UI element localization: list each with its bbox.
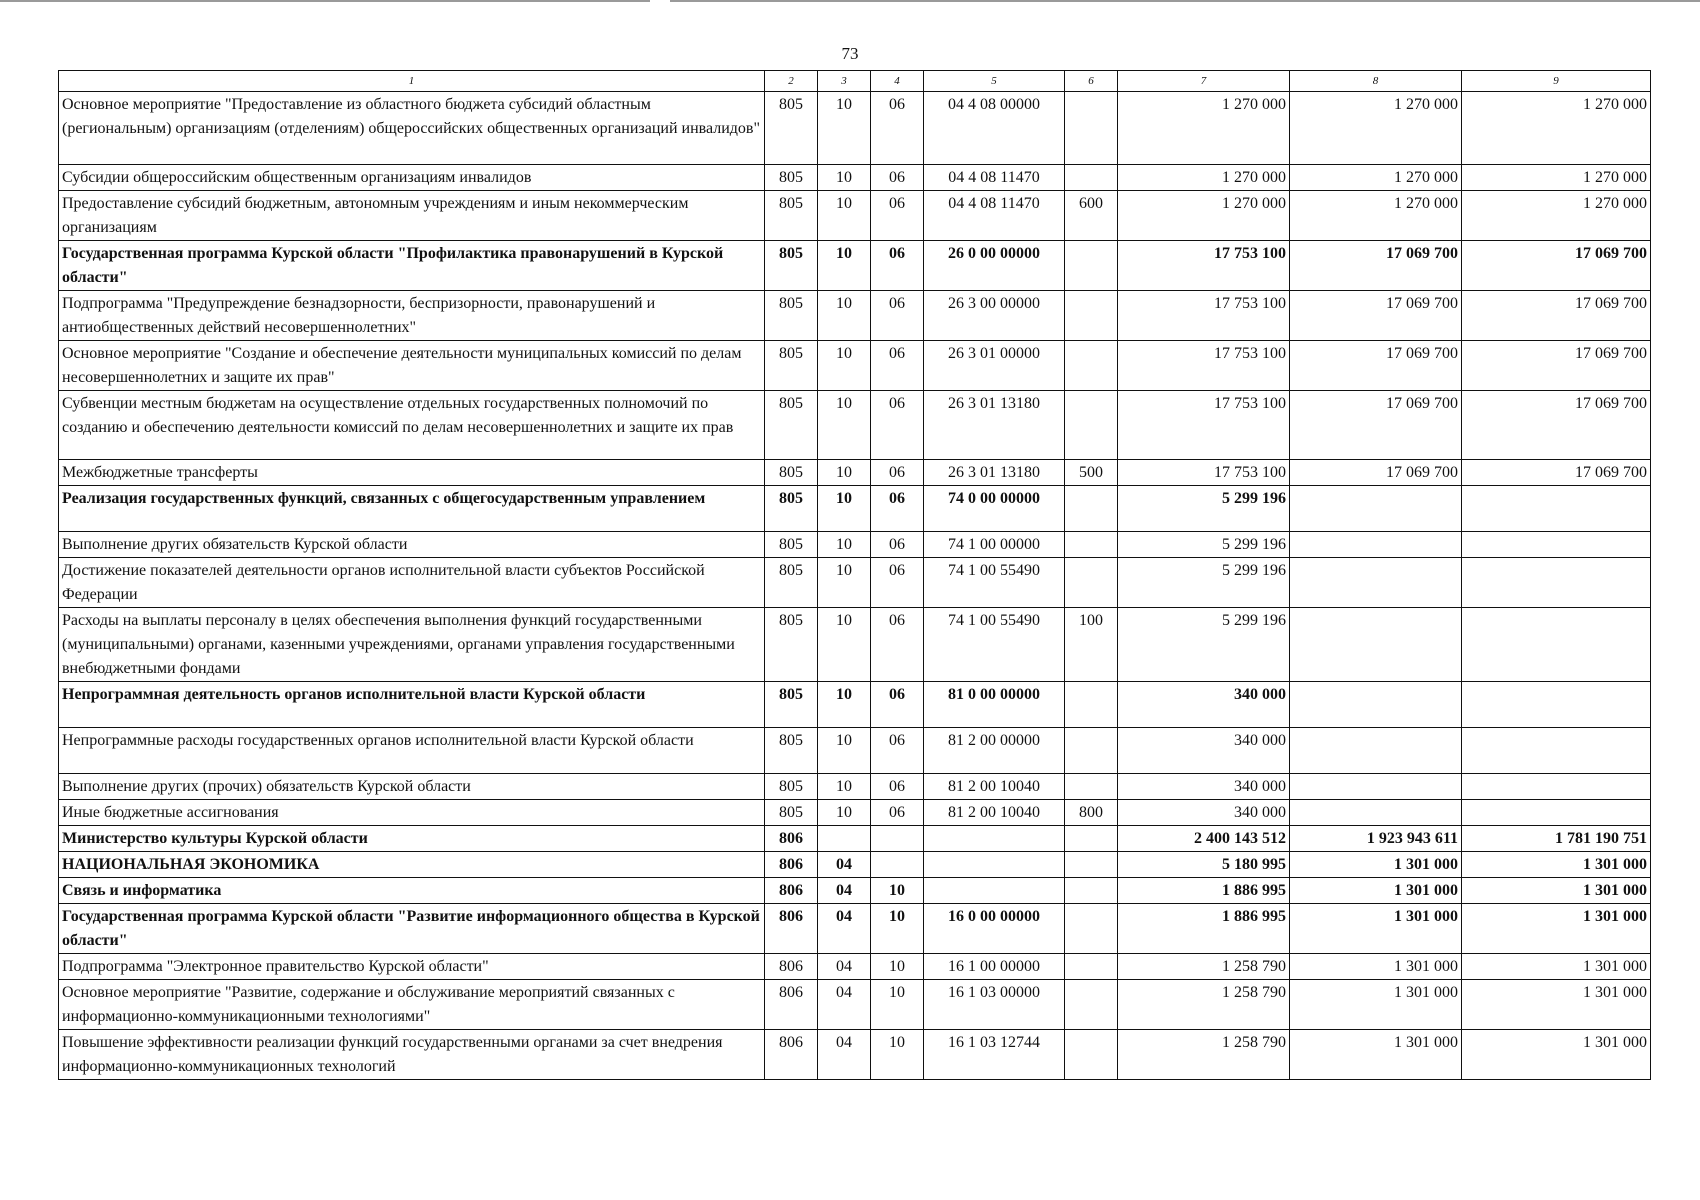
cell-ministry: 805 — [765, 486, 818, 532]
cell-subsection: 06 — [871, 291, 924, 341]
cell-section: 10 — [818, 391, 871, 460]
cell-amount-3 — [1462, 532, 1651, 558]
cell-expense-type — [1065, 774, 1118, 800]
cell-amount-3 — [1462, 800, 1651, 826]
cell-subsection: 06 — [871, 341, 924, 391]
col-header-9: 9 — [1462, 71, 1651, 92]
cell-ministry: 805 — [765, 682, 818, 728]
table-row — [59, 341, 1651, 391]
cell-ministry: 806 — [765, 826, 818, 852]
cell-expense-type — [1065, 728, 1118, 774]
cell-section: 10 — [818, 191, 871, 241]
cell-amount-3 — [1462, 728, 1651, 774]
table-row — [59, 291, 1651, 341]
col-header-7: 7 — [1118, 71, 1290, 92]
cell-target-article: 16 1 00 00000 — [924, 954, 1065, 980]
cell-amount-3 — [1462, 558, 1651, 608]
cell-amount-3 — [1462, 486, 1651, 532]
cell-amount-1: 340 000 — [1118, 682, 1290, 728]
cell-expense-type — [1065, 291, 1118, 341]
cell-amount-2: 17 069 700 — [1290, 291, 1462, 341]
cell-amount-1: 1 270 000 — [1118, 191, 1290, 241]
cell-subsection: 06 — [871, 391, 924, 460]
cell-amount-1: 5 299 196 — [1118, 608, 1290, 682]
cell-amount-1: 340 000 — [1118, 800, 1290, 826]
cell-amount-2: 1 301 000 — [1290, 878, 1462, 904]
cell-amount-1: 5 180 995 — [1118, 852, 1290, 878]
cell-expense-type — [1065, 558, 1118, 608]
cell-amount-1: 1 258 790 — [1118, 1030, 1290, 1080]
cell-amount-3: 1 301 000 — [1462, 904, 1651, 954]
cell-name: Выполнение других обязательств Курской области — [59, 532, 765, 558]
cell-name: Министерство культуры Курской области — [59, 826, 765, 852]
table-row — [59, 486, 1651, 532]
col-header-5: 5 — [924, 71, 1065, 92]
cell-subsection: 06 — [871, 682, 924, 728]
table-row — [59, 878, 1651, 904]
cell-section: 10 — [818, 341, 871, 391]
cell-name: Непрограммные расходы государственных органов исполнительной власти Курской области — [59, 728, 765, 774]
cell-amount-1: 1 886 995 — [1118, 878, 1290, 904]
cell-name: Межбюджетные трансферты — [59, 460, 765, 486]
table-row — [59, 800, 1651, 826]
cell-target-article: 81 0 00 00000 — [924, 682, 1065, 728]
cell-subsection: 06 — [871, 486, 924, 532]
cell-section: 10 — [818, 774, 871, 800]
table-row — [59, 391, 1651, 460]
cell-target-article: 04 4 08 11470 — [924, 191, 1065, 241]
cell-amount-2: 1 301 000 — [1290, 852, 1462, 878]
table-row — [59, 165, 1651, 191]
cell-amount-2: 17 069 700 — [1290, 460, 1462, 486]
cell-target-article: 81 2 00 10040 — [924, 774, 1065, 800]
cell-section: 10 — [818, 728, 871, 774]
cell-subsection — [871, 826, 924, 852]
cell-ministry: 806 — [765, 852, 818, 878]
table-row — [59, 460, 1651, 486]
cell-target-article: 81 2 00 10040 — [924, 800, 1065, 826]
cell-amount-1: 5 299 196 — [1118, 532, 1290, 558]
cell-amount-3: 17 069 700 — [1462, 391, 1651, 460]
table-row — [59, 728, 1651, 774]
col-header-4: 4 — [871, 71, 924, 92]
cell-amount-2 — [1290, 608, 1462, 682]
cell-amount-2 — [1290, 800, 1462, 826]
cell-expense-type — [1065, 241, 1118, 291]
cell-amount-1: 340 000 — [1118, 774, 1290, 800]
table-row — [59, 608, 1651, 682]
cell-ministry: 806 — [765, 878, 818, 904]
table-body — [59, 92, 1651, 1080]
cell-amount-3: 1 301 000 — [1462, 954, 1651, 980]
cell-amount-1: 340 000 — [1118, 728, 1290, 774]
cell-target-article: 04 4 08 11470 — [924, 165, 1065, 191]
table-row — [59, 92, 1651, 165]
cell-expense-type — [1065, 852, 1118, 878]
cell-ministry: 805 — [765, 241, 818, 291]
cell-name: Повышение эффективности реализации функций государственными органами за счет внедрения информационно-коммуникационных технологий — [59, 1030, 765, 1080]
table-row — [59, 532, 1651, 558]
cell-amount-2: 1 301 000 — [1290, 980, 1462, 1030]
cell-ministry: 805 — [765, 165, 818, 191]
cell-amount-2 — [1290, 728, 1462, 774]
cell-amount-1: 17 753 100 — [1118, 460, 1290, 486]
cell-name: Реализация государственных функций, связанных с общегосударственным управлением — [59, 486, 765, 532]
cell-amount-1: 17 753 100 — [1118, 291, 1290, 341]
page-number: 73 — [841, 44, 859, 63]
cell-ministry: 806 — [765, 954, 818, 980]
cell-name: Субсидии общероссийским общественным организациям инвалидов — [59, 165, 765, 191]
cell-ministry: 805 — [765, 774, 818, 800]
cell-name: Государственная программа Курской области "Развитие информационного общества в Курской области" — [59, 904, 765, 954]
cell-section: 10 — [818, 92, 871, 165]
cell-name: Расходы на выплаты персоналу в целях обеспечения выполнения функций государственными (муниципальными) органами, казенными учреждениями, органами управления государственными внебюджетными фондами — [59, 608, 765, 682]
cell-expense-type — [1065, 92, 1118, 165]
cell-section: 10 — [818, 291, 871, 341]
cell-amount-2 — [1290, 682, 1462, 728]
cell-section: 04 — [818, 878, 871, 904]
cell-name: Подпрограмма "Электронное правительство Курской области" — [59, 954, 765, 980]
cell-name: Достижение показателей деятельности органов исполнительной власти субъектов Российской Федерации — [59, 558, 765, 608]
cell-expense-type — [1065, 1030, 1118, 1080]
cell-amount-3: 17 069 700 — [1462, 460, 1651, 486]
cell-expense-type — [1065, 980, 1118, 1030]
cell-expense-type: 800 — [1065, 800, 1118, 826]
col-header-8: 8 — [1290, 71, 1462, 92]
cell-amount-1: 5 299 196 — [1118, 558, 1290, 608]
cell-amount-3 — [1462, 682, 1651, 728]
cell-section: 10 — [818, 800, 871, 826]
header-row — [59, 71, 1651, 92]
cell-amount-2: 1 301 000 — [1290, 904, 1462, 954]
cell-subsection: 10 — [871, 878, 924, 904]
cell-name: Государственная программа Курской области "Профилактика правонарушений в Курской области" — [59, 241, 765, 291]
cell-amount-2 — [1290, 774, 1462, 800]
cell-amount-1: 17 753 100 — [1118, 241, 1290, 291]
cell-expense-type — [1065, 904, 1118, 954]
cell-amount-3 — [1462, 608, 1651, 682]
cell-section: 10 — [818, 558, 871, 608]
table-row — [59, 1030, 1651, 1080]
cell-amount-2: 1 923 943 611 — [1290, 826, 1462, 852]
cell-ministry: 805 — [765, 341, 818, 391]
table-row — [59, 852, 1651, 878]
cell-amount-3: 1 270 000 — [1462, 191, 1651, 241]
cell-amount-2: 1 301 000 — [1290, 1030, 1462, 1080]
cell-amount-2: 1 301 000 — [1290, 954, 1462, 980]
cell-section: 04 — [818, 980, 871, 1030]
cell-target-article: 04 4 08 00000 — [924, 92, 1065, 165]
cell-section — [818, 826, 871, 852]
cell-section: 10 — [818, 165, 871, 191]
cell-section: 10 — [818, 460, 871, 486]
cell-amount-1: 1 258 790 — [1118, 980, 1290, 1030]
scan-edge-right — [670, 0, 1700, 2]
table-row — [59, 191, 1651, 241]
cell-amount-2 — [1290, 486, 1462, 532]
cell-amount-3: 1 270 000 — [1462, 92, 1651, 165]
cell-expense-type — [1065, 878, 1118, 904]
cell-subsection: 06 — [871, 558, 924, 608]
cell-ministry: 805 — [765, 92, 818, 165]
cell-ministry: 805 — [765, 391, 818, 460]
cell-subsection: 06 — [871, 728, 924, 774]
cell-name: Непрограммная деятельность органов исполнительной власти Курской области — [59, 682, 765, 728]
cell-expense-type — [1065, 486, 1118, 532]
cell-amount-2: 1 270 000 — [1290, 92, 1462, 165]
cell-amount-2: 1 270 000 — [1290, 165, 1462, 191]
cell-target-article: 26 3 00 00000 — [924, 291, 1065, 341]
cell-subsection: 06 — [871, 608, 924, 682]
cell-amount-2: 17 069 700 — [1290, 391, 1462, 460]
cell-amount-1: 1 886 995 — [1118, 904, 1290, 954]
scan-edge-left — [0, 0, 650, 2]
budget-table — [58, 70, 1651, 1080]
cell-subsection: 10 — [871, 954, 924, 980]
cell-expense-type — [1065, 391, 1118, 460]
cell-ministry: 805 — [765, 558, 818, 608]
cell-expense-type: 100 — [1065, 608, 1118, 682]
cell-name: НАЦИОНАЛЬНАЯ ЭКОНОМИКА — [59, 852, 765, 878]
table-row — [59, 558, 1651, 608]
cell-subsection: 10 — [871, 904, 924, 954]
table-row — [59, 904, 1651, 954]
cell-name: Связь и информатика — [59, 878, 765, 904]
cell-target-article: 74 1 00 55490 — [924, 608, 1065, 682]
cell-amount-3: 17 069 700 — [1462, 291, 1651, 341]
cell-section: 04 — [818, 904, 871, 954]
cell-amount-3: 1 301 000 — [1462, 878, 1651, 904]
cell-amount-2 — [1290, 558, 1462, 608]
cell-ministry: 805 — [765, 532, 818, 558]
cell-amount-1: 2 400 143 512 — [1118, 826, 1290, 852]
cell-target-article — [924, 852, 1065, 878]
table-row — [59, 774, 1651, 800]
cell-target-article: 74 0 00 00000 — [924, 486, 1065, 532]
cell-amount-3: 17 069 700 — [1462, 241, 1651, 291]
cell-amount-1: 17 753 100 — [1118, 341, 1290, 391]
cell-expense-type: 500 — [1065, 460, 1118, 486]
cell-ministry: 806 — [765, 980, 818, 1030]
cell-section: 10 — [818, 486, 871, 532]
table-row — [59, 980, 1651, 1030]
cell-name: Субвенции местным бюджетам на осуществление отдельных государственных полномочий по созданию и обеспечению деятельности комиссий по делам несовершеннолетних и защите их прав — [59, 391, 765, 460]
cell-expense-type — [1065, 954, 1118, 980]
cell-subsection: 06 — [871, 460, 924, 486]
cell-expense-type — [1065, 826, 1118, 852]
cell-expense-type — [1065, 532, 1118, 558]
cell-name: Основное мероприятие "Развитие, содержание и обслуживание мероприятий связанных с информационно-коммуникационными технологиями" — [59, 980, 765, 1030]
cell-target-article: 26 3 01 13180 — [924, 460, 1065, 486]
cell-ministry: 805 — [765, 191, 818, 241]
cell-amount-3: 1 301 000 — [1462, 980, 1651, 1030]
cell-amount-3 — [1462, 774, 1651, 800]
cell-amount-2: 17 069 700 — [1290, 341, 1462, 391]
cell-section: 10 — [818, 682, 871, 728]
cell-target-article: 16 1 03 12744 — [924, 1030, 1065, 1080]
cell-amount-1: 17 753 100 — [1118, 391, 1290, 460]
cell-target-article: 16 1 03 00000 — [924, 980, 1065, 1030]
cell-ministry: 806 — [765, 904, 818, 954]
cell-target-article: 74 1 00 55490 — [924, 558, 1065, 608]
cell-section: 10 — [818, 241, 871, 291]
cell-target-article: 26 0 00 00000 — [924, 241, 1065, 291]
cell-subsection: 10 — [871, 1030, 924, 1080]
cell-target-article: 26 3 01 00000 — [924, 341, 1065, 391]
cell-ministry: 805 — [765, 460, 818, 486]
cell-subsection: 06 — [871, 92, 924, 165]
cell-target-article — [924, 826, 1065, 852]
table-row — [59, 954, 1651, 980]
cell-amount-3: 17 069 700 — [1462, 341, 1651, 391]
cell-name: Подпрограмма "Предупреждение безнадзорности, беспризорности, правонарушений и антиобщественных действий несовершеннолетних" — [59, 291, 765, 341]
cell-expense-type: 600 — [1065, 191, 1118, 241]
cell-target-article: 74 1 00 00000 — [924, 532, 1065, 558]
cell-subsection: 06 — [871, 774, 924, 800]
cell-name: Основное мероприятие "Предоставление из областного бюджета субсидий областным (региональным) организациям (отделениям) общероссийских общественных организаций инвалидов" — [59, 92, 765, 165]
cell-amount-3: 1 301 000 — [1462, 852, 1651, 878]
cell-subsection: 06 — [871, 191, 924, 241]
cell-target-article: 81 2 00 00000 — [924, 728, 1065, 774]
col-header-1: 1 — [59, 71, 765, 92]
cell-name: Иные бюджетные ассигнования — [59, 800, 765, 826]
cell-amount-1: 1 270 000 — [1118, 92, 1290, 165]
cell-amount-1: 1 270 000 — [1118, 165, 1290, 191]
cell-subsection: 06 — [871, 532, 924, 558]
cell-amount-3: 1 270 000 — [1462, 165, 1651, 191]
cell-ministry: 805 — [765, 291, 818, 341]
cell-target-article: 16 0 00 00000 — [924, 904, 1065, 954]
cell-target-article — [924, 878, 1065, 904]
cell-subsection: 06 — [871, 165, 924, 191]
cell-subsection — [871, 852, 924, 878]
table-row — [59, 826, 1651, 852]
cell-section: 04 — [818, 954, 871, 980]
cell-amount-1: 1 258 790 — [1118, 954, 1290, 980]
cell-name: Предоставление субсидий бюджетным, автономным учреждениям и иным некоммерческим организациям — [59, 191, 765, 241]
col-header-6: 6 — [1065, 71, 1118, 92]
cell-section: 10 — [818, 608, 871, 682]
cell-ministry: 805 — [765, 608, 818, 682]
cell-ministry: 805 — [765, 728, 818, 774]
cell-amount-2: 17 069 700 — [1290, 241, 1462, 291]
cell-amount-3: 1 781 190 751 — [1462, 826, 1651, 852]
cell-amount-1: 5 299 196 — [1118, 486, 1290, 532]
cell-name: Выполнение других (прочих) обязательств Курской области — [59, 774, 765, 800]
cell-expense-type — [1065, 341, 1118, 391]
cell-amount-3: 1 301 000 — [1462, 1030, 1651, 1080]
table-row — [59, 241, 1651, 291]
cell-target-article: 26 3 01 13180 — [924, 391, 1065, 460]
cell-amount-2: 1 270 000 — [1290, 191, 1462, 241]
cell-subsection: 10 — [871, 980, 924, 1030]
cell-subsection: 06 — [871, 800, 924, 826]
cell-amount-2 — [1290, 532, 1462, 558]
col-header-3: 3 — [818, 71, 871, 92]
table-row — [59, 682, 1651, 728]
cell-section: 10 — [818, 532, 871, 558]
cell-ministry: 806 — [765, 1030, 818, 1080]
cell-subsection: 06 — [871, 241, 924, 291]
cell-expense-type — [1065, 682, 1118, 728]
cell-section: 04 — [818, 1030, 871, 1080]
cell-section: 04 — [818, 852, 871, 878]
cell-name: Основное мероприятие "Создание и обеспечение деятельности муниципальных комиссий по делам несовершеннолетних и защите их прав" — [59, 341, 765, 391]
cell-ministry: 805 — [765, 800, 818, 826]
cell-expense-type — [1065, 165, 1118, 191]
col-header-2: 2 — [765, 71, 818, 92]
